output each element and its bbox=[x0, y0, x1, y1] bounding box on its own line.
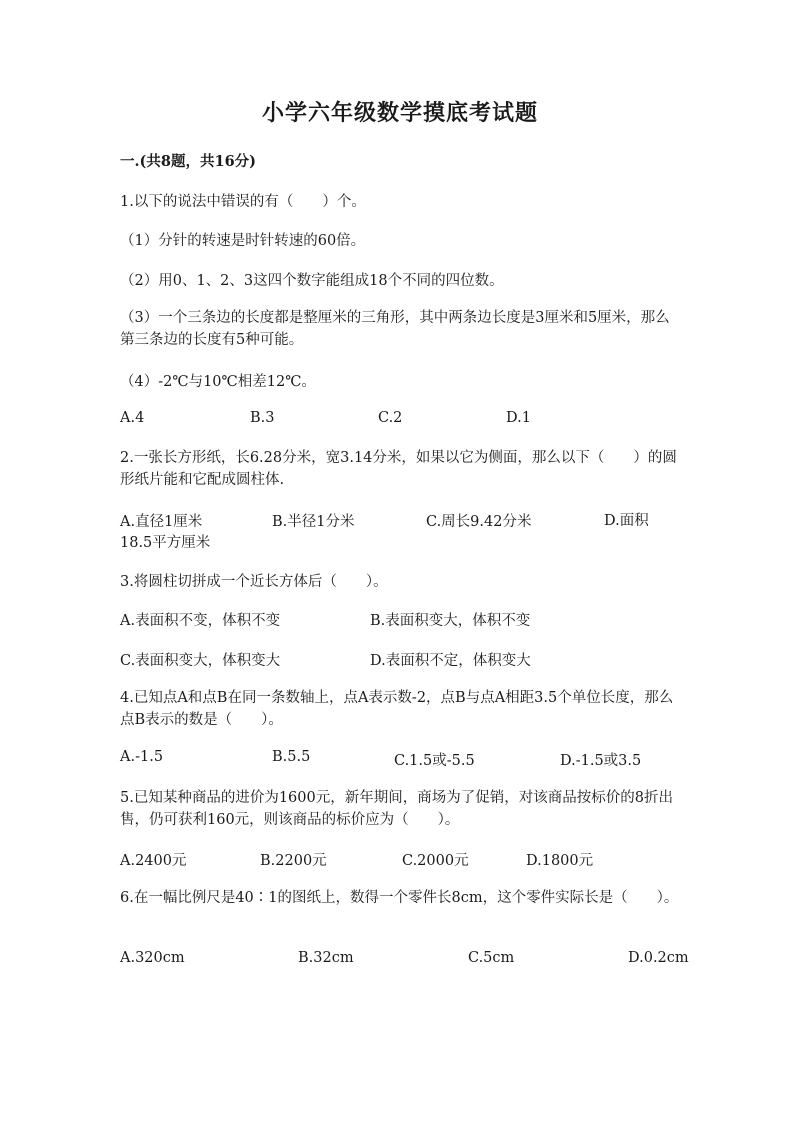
question-1-statement-1: （1）分针的转速是时针转速的60倍。 bbox=[120, 233, 366, 249]
option-c[interactable]: C.表面积变大，体积变大 bbox=[120, 653, 281, 669]
option-b[interactable]: B.32cm bbox=[298, 950, 354, 966]
option-a[interactable]: A.320cm bbox=[120, 950, 185, 966]
option-a[interactable]: A.表面积不变，体积不变 bbox=[120, 613, 281, 629]
option-c[interactable]: C.2000元 bbox=[402, 853, 469, 869]
section-heading: 一.(共8题，共16分) bbox=[120, 153, 257, 170]
option-d[interactable]: D.1800元 bbox=[526, 853, 594, 869]
option-d[interactable]: D.表面积不定，体积变大 bbox=[370, 653, 531, 669]
option-a[interactable]: A.直径1厘米 bbox=[120, 514, 203, 530]
option-d[interactable]: D.0.2cm bbox=[628, 950, 689, 966]
question-1-stem: 1.以下的说法中错误的有（ ）个。 bbox=[120, 194, 366, 210]
option-c[interactable]: C.5cm bbox=[468, 950, 515, 966]
question-1-statement-4: （4）-2℃与10℃相差12℃。 bbox=[120, 374, 316, 390]
option-d[interactable]: D.-1.5或3.5 bbox=[560, 753, 642, 769]
option-b[interactable]: B.表面积变大，体积不变 bbox=[370, 613, 531, 629]
question-1-statement-2: （2）用0、1、2、3这四个数字能组成18个不同的四位数。 bbox=[120, 273, 504, 289]
option-d[interactable]: D.面积18.5平方厘米 bbox=[120, 513, 649, 551]
page-title: 小学六年级数学摸底考试题 bbox=[261, 100, 538, 126]
question-4-stem: 4.已知点A和点B在同一条数轴上，点A表示数-2，点B与点A相距3.5个单位长度，那么点B表示的数是（ ）。 bbox=[120, 690, 674, 728]
option-a[interactable]: A.-1.5 bbox=[120, 749, 164, 765]
option-c[interactable]: C.周长9.42分米 bbox=[426, 514, 532, 530]
question-5-stem: 5.已知某种商品的进价为1600元，新年期间，商场为了促销，对该商品按标价的8折出售，仍可获利160元，则该商品的标价应为（ ）。 bbox=[120, 790, 673, 828]
question-2-stem: 2.一张长方形纸，长6.28分米，宽3.14分米，如果以它为侧面，那么以下（ ）的圆形纸片能和它配成圆柱体. bbox=[120, 450, 677, 488]
option-c[interactable]: C.1.5或-5.5 bbox=[394, 753, 475, 769]
option-b[interactable]: B.5.5 bbox=[272, 749, 311, 765]
option-a[interactable]: A.2400元 bbox=[120, 853, 187, 869]
question-6-stem: 6.在一幅比例尺是40∶1的图纸上，数得一个零件长8cm，这个零件实际长是（ ）。 bbox=[120, 890, 679, 906]
option-b[interactable]: B.半径1分米 bbox=[272, 514, 355, 530]
option-b[interactable]: B.3 bbox=[250, 410, 275, 426]
question-3-stem: 3.将圆柱切拼成一个近长方体后（ ）。 bbox=[120, 574, 388, 590]
option-b[interactable]: B.2200元 bbox=[260, 853, 327, 869]
option-d[interactable]: D.1 bbox=[506, 410, 531, 426]
question-1-statement-3: （3）一个三条边的长度都是整厘米的三角形，其中两条边长度是3厘米和5厘米，那么第三条边的长度有5种可能。 bbox=[120, 310, 670, 348]
option-c[interactable]: C.2 bbox=[378, 410, 403, 426]
option-a[interactable]: A.4 bbox=[120, 410, 145, 426]
